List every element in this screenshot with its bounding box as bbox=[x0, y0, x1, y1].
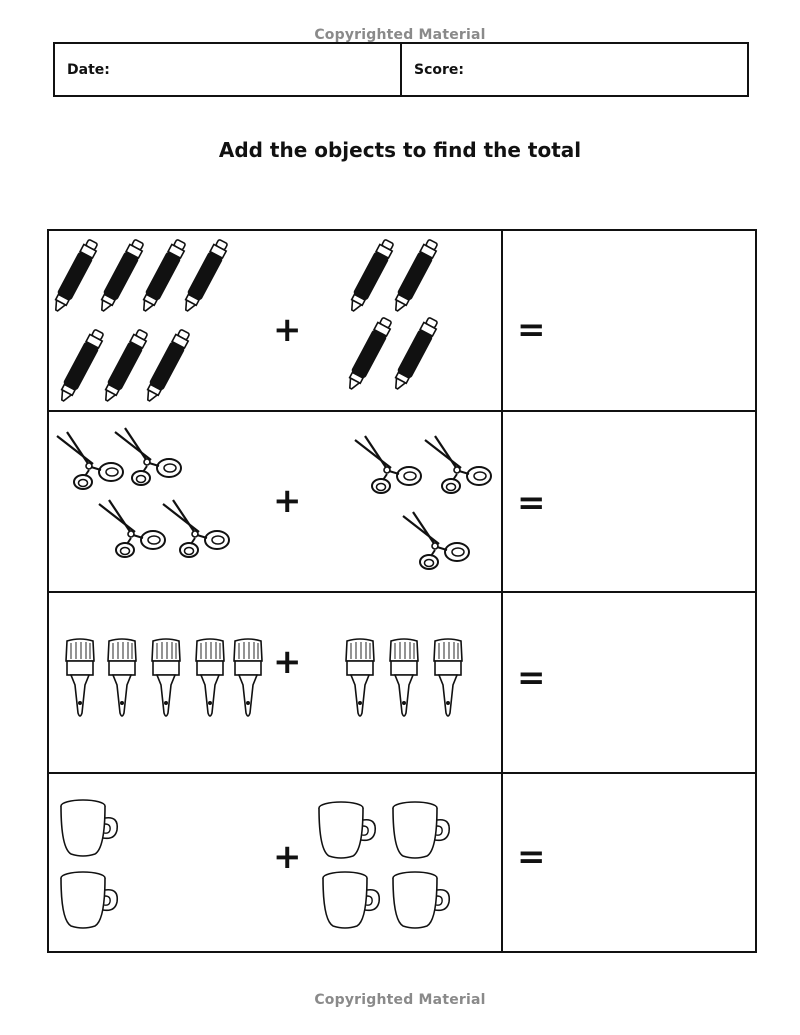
marker-icon bbox=[149, 327, 185, 405]
problem-1-objects bbox=[49, 231, 501, 412]
answer-cell-1[interactable] bbox=[503, 231, 755, 412]
equals-sign: = bbox=[517, 658, 546, 698]
answer-cell-2[interactable] bbox=[503, 412, 755, 593]
problem-2-objects bbox=[49, 412, 501, 593]
mug-icon bbox=[57, 798, 121, 858]
marker-icon bbox=[351, 315, 387, 393]
paintbrush-icon bbox=[61, 637, 99, 719]
problems-grid bbox=[47, 229, 757, 953]
marker-icon bbox=[145, 237, 181, 315]
plus-sign: + bbox=[273, 642, 302, 682]
header-box bbox=[53, 42, 749, 97]
scissors-icon bbox=[351, 434, 423, 494]
plus-sign: + bbox=[273, 481, 302, 521]
scissors-icon bbox=[111, 426, 183, 486]
copyright-watermark-top: Copyrighted Material bbox=[314, 27, 486, 43]
scissors-icon bbox=[159, 498, 231, 558]
paintbrush-icon bbox=[341, 637, 379, 719]
date-label: Date: bbox=[67, 61, 110, 78]
problem-row-2 bbox=[49, 412, 755, 593]
scissors-icon bbox=[421, 434, 493, 494]
marker-icon bbox=[63, 327, 99, 405]
answer-cell-3[interactable] bbox=[503, 593, 755, 774]
copyright-watermark-bottom: Copyrighted Material bbox=[314, 992, 486, 1008]
problem-row-4 bbox=[49, 774, 755, 955]
problem-4-objects bbox=[49, 774, 501, 955]
equals-sign: = bbox=[517, 483, 546, 523]
paintbrush-icon bbox=[147, 637, 185, 719]
paintbrush-icon bbox=[191, 637, 229, 719]
marker-icon bbox=[397, 237, 433, 315]
paintbrush-icon bbox=[103, 637, 141, 719]
score-label: Score: bbox=[414, 61, 464, 78]
paintbrush-icon bbox=[429, 637, 467, 719]
equals-sign: = bbox=[517, 310, 546, 350]
score-field[interactable] bbox=[400, 44, 747, 95]
answer-cell-4[interactable] bbox=[503, 774, 755, 955]
problem-3-objects bbox=[49, 593, 501, 774]
marker-icon bbox=[187, 237, 223, 315]
marker-icon bbox=[57, 237, 93, 315]
paintbrush-icon bbox=[229, 637, 267, 719]
date-field[interactable] bbox=[55, 44, 400, 95]
scissors-icon bbox=[399, 510, 471, 570]
mug-icon bbox=[319, 870, 383, 930]
marker-icon bbox=[397, 315, 433, 393]
marker-icon bbox=[103, 237, 139, 315]
mug-icon bbox=[389, 800, 453, 860]
page-title: Add the objects to find the total bbox=[218, 138, 582, 162]
plus-sign: + bbox=[273, 310, 302, 350]
mug-icon bbox=[57, 870, 121, 930]
mug-icon bbox=[389, 870, 453, 930]
paintbrush-icon bbox=[385, 637, 423, 719]
scissors-icon bbox=[95, 498, 167, 558]
plus-sign: + bbox=[273, 837, 302, 877]
problem-row-3 bbox=[49, 593, 755, 774]
marker-icon bbox=[353, 237, 389, 315]
equals-sign: = bbox=[517, 837, 546, 877]
problem-row-1 bbox=[49, 231, 755, 412]
mug-icon bbox=[315, 800, 379, 860]
marker-icon bbox=[107, 327, 143, 405]
